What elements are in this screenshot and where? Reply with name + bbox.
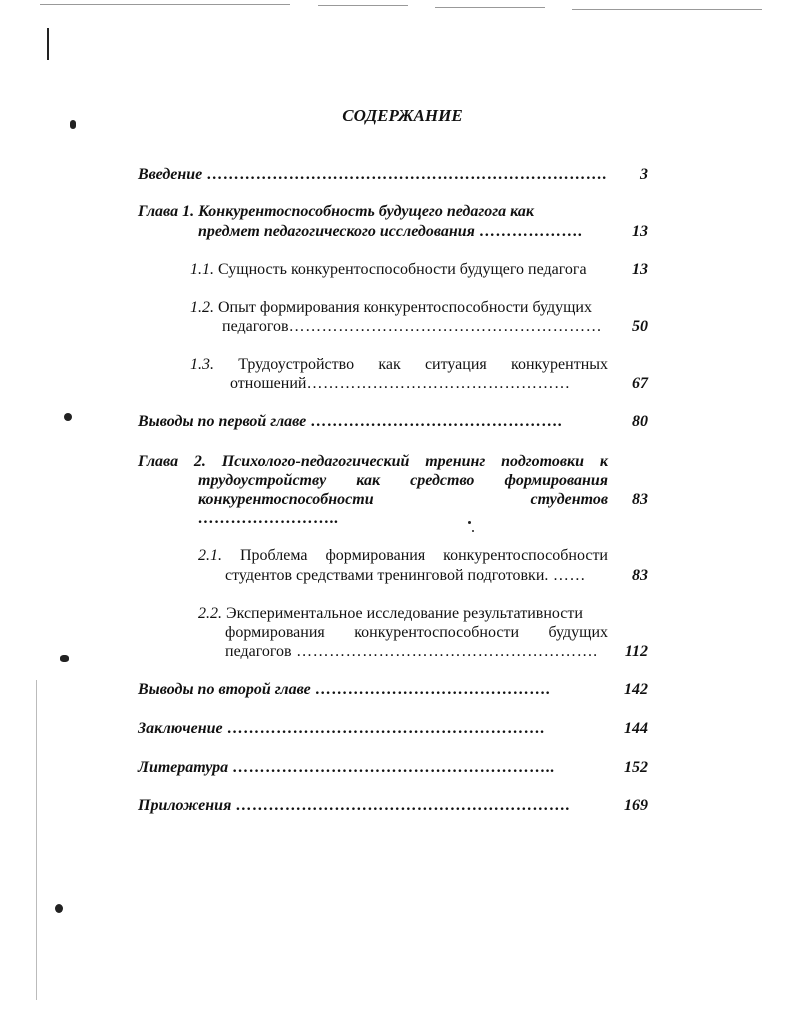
dot-leader: …………………………………………………. [222, 720, 546, 737]
toc-page-number: 80 [632, 413, 648, 430]
chapter-word: формирования [504, 472, 609, 489]
toc-label: Литература [138, 759, 229, 776]
toc-entry-intro [138, 166, 607, 184]
scan-dot [70, 120, 76, 129]
toc-entry-section-1-1 [190, 261, 587, 279]
chapter-word: как [356, 472, 381, 489]
toc-entry-section-1-3 [190, 356, 608, 374]
chapter-title-line-1: Конкурентоспособность будущего педагога как [198, 203, 534, 220]
toc-entry-conclusions-2 [138, 681, 551, 699]
toc-label: Выводы по первой главе [138, 413, 307, 430]
scan-left-edge [36, 680, 37, 1000]
scan-speck [468, 521, 471, 524]
toc-entry-chapter-1-cont [198, 223, 583, 241]
toc-page-number: 3 [640, 166, 648, 183]
toc-entry-appendix [138, 797, 570, 815]
dot-leader: ………………………………………………… [288, 318, 603, 335]
section-word: формирования [325, 547, 426, 564]
toc-entry-conclusion [138, 720, 545, 738]
dot-leader: ………………………………………… [306, 375, 571, 392]
toc-entry-section-2-1-cont [225, 567, 586, 585]
toc-label: Выводы по второй главе [138, 681, 311, 698]
scan-left-mark [47, 28, 49, 60]
scan-speck [472, 530, 474, 532]
toc-entry-section-2-2 [198, 605, 583, 623]
toc-page-number: 112 [624, 643, 648, 660]
toc-page-number: 142 [624, 681, 648, 698]
section-number: 2.1. [198, 547, 222, 564]
chapter-word: средство [410, 472, 475, 489]
scan-top-line [435, 7, 545, 8]
scan-dot [60, 655, 69, 662]
section-word: конкурентоспособности [354, 624, 520, 641]
toc-page-number: 50 [632, 318, 648, 335]
toc-entry-section-1-2 [190, 299, 592, 317]
section-title-line-1: Опыт формирования конкурентоспособности будущих [218, 299, 592, 316]
toc-label: Введение [138, 166, 203, 183]
dot-leader: ……………………………………………………. [231, 797, 571, 814]
scan-dot [55, 904, 63, 913]
dot-leader: ………………………………………………. [291, 643, 598, 660]
toc-entry-chapter-1 [138, 203, 534, 221]
chapter-label: Глава 1. [138, 203, 195, 220]
section-word: как [378, 356, 401, 373]
section-number: 1.2. [190, 299, 214, 316]
section-word: ситуация [424, 356, 487, 373]
toc-page-number: 83 [632, 491, 648, 508]
section-word: конкурентоспособности [443, 547, 608, 564]
chapter-word: трудоустройству [198, 472, 327, 489]
toc-entry-conclusions-1 [138, 413, 563, 431]
section-word: Трудоустройство [238, 356, 355, 373]
section-word: Проблема [239, 547, 308, 564]
section-title-line-2: педагогов [222, 318, 289, 335]
toc-entry-chapter-2-line-3 [198, 491, 608, 509]
section-title-line-2: студентов средствами тренинговой подготовки. [225, 567, 549, 584]
dot-leader: …… [548, 567, 586, 584]
section-number: 1.1. [190, 261, 214, 278]
toc-page-number: 13 [632, 261, 648, 278]
scan-top-line [318, 5, 408, 6]
toc-page-number: 152 [624, 759, 648, 776]
toc-entry-section-2-2-line-2 [225, 624, 608, 642]
scan-top-line [572, 9, 762, 10]
scan-top-line [40, 4, 290, 5]
section-title-line-2: отношений [230, 375, 307, 392]
dot-leader: ………………………………………………………………. [202, 166, 608, 183]
chapter-word: к [599, 453, 608, 470]
dot-leader: ………………………………………. [306, 413, 563, 430]
dot-leader: …………………….. [198, 510, 339, 527]
chapter-word: подготовки [501, 453, 585, 470]
toc-entry-literature [138, 759, 555, 777]
chapter-word: Глава [138, 453, 179, 470]
toc-label: Приложения [138, 797, 232, 814]
section-title: Сущность конкурентоспособности будущего педагога [218, 261, 587, 278]
chapter-word: тренинг [425, 453, 486, 470]
toc-page-number: 83 [632, 567, 648, 584]
section-number: 1.3. [190, 356, 214, 373]
chapter-word: конкурентоспособности [198, 491, 374, 508]
toc-page-number: 13 [632, 223, 648, 240]
chapter-title-line-2: предмет педагогического исследования [198, 223, 475, 240]
section-title-line-1: Экспериментальное исследование результативности [226, 605, 583, 622]
section-word: конкурентных [510, 356, 609, 373]
section-word: формирования [225, 624, 325, 641]
toc-entry-section-2-1 [198, 547, 608, 565]
section-number: 2.2. [198, 605, 222, 622]
scan-dot [64, 413, 72, 421]
toc-entry-section-1-2-cont [222, 318, 602, 336]
chapter-word: Психолого-педагогический [221, 453, 410, 470]
chapter-word: студентов [530, 491, 608, 508]
toc-label: Заключение [138, 720, 223, 737]
dot-leader: ……………………………………. [310, 681, 551, 698]
toc-entry-chapter-2 [138, 453, 608, 471]
section-title-line-3: педагогов [225, 643, 292, 660]
section-word: будущих [548, 624, 609, 641]
dot-leader: ………………………………………………….. [228, 759, 556, 776]
toc-entry-section-2-2-cont [225, 643, 598, 661]
dot-leader: ………………. [474, 223, 583, 240]
chapter-word: 2. [193, 453, 206, 470]
toc-entry-section-1-3-cont [230, 375, 570, 393]
toc-entry-chapter-2-line-2 [198, 472, 608, 490]
toc-page-number: 169 [624, 797, 648, 814]
page-title: СОДЕРЖАНИЕ [342, 106, 463, 125]
toc-page-number: 67 [632, 375, 648, 392]
toc-page-number: 144 [624, 720, 648, 737]
